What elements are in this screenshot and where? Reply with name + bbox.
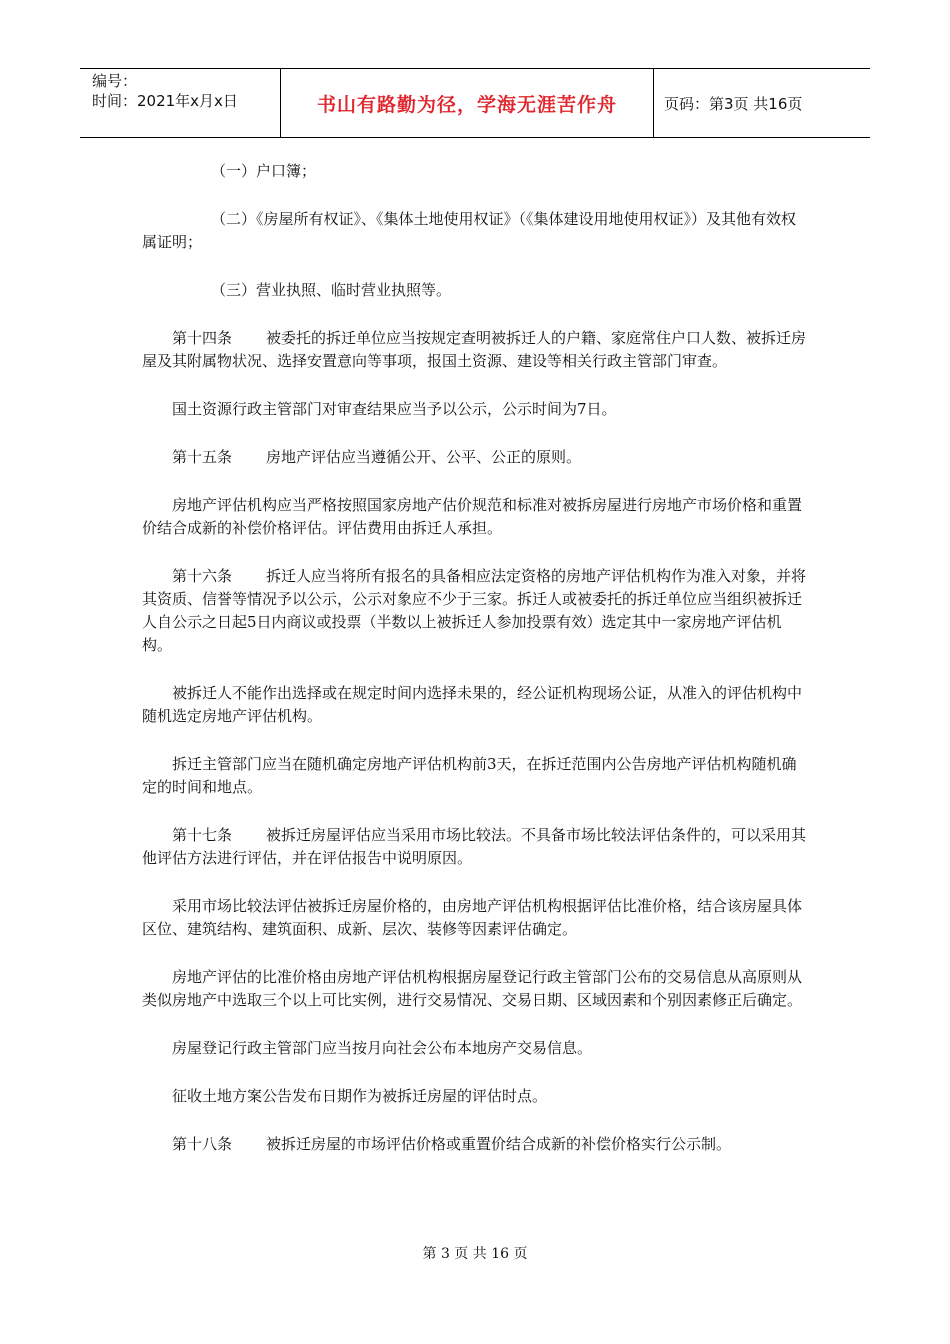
- article-paragraph: 第十五条 房地产评估应当遵循公开、公平、公正的原则。: [142, 446, 808, 469]
- paragraph: 采用市场比较法评估被拆迁房屋价格的，由房地产评估机构根据评估比准价格，结合该房屋具体区位、建筑结构、建筑面积、成新、层次、装修等因素评估确定。: [142, 897, 803, 938]
- article-paragraph: 第十六条 拆迁人应当将所有报名的具备相应法定资格的房地产评估机构作为准入对象，并将其资质、信誉等情况予以公示，公示对象应不少于三家。拆迁人或被委托的拆迁单位应当组织被拆迁人自公示之日起5日内商议或投票（半数以上被拆迁人参加投票有效）选定其中一家房地产评估机构。: [142, 567, 807, 654]
- footer-page-number: 第 3 页 共 16 页: [422, 1246, 528, 1262]
- header-motto-cell: [281, 69, 654, 137]
- paragraph: （三）营业执照、临时营业执照等。: [211, 281, 452, 299]
- number-label: 编号：: [92, 72, 138, 90]
- document-body: [142, 160, 808, 1156]
- article-number: 第十四条: [172, 329, 233, 347]
- paragraph: 房地产评估的比准价格由房地产评估机构根据房屋登记行政主管部门公布的交易信息从高原则从类似房地产中选取三个以上可比实例，进行交易情况、交易日期、区域因素和个别因素修正后确定。: [142, 968, 803, 1009]
- article-number: 第十七条: [172, 826, 233, 844]
- page-info: 页码：第3页 共16页: [664, 94, 803, 113]
- article-number: 第十五条: [172, 448, 233, 466]
- article-paragraph: 第十八条 被拆迁房屋的市场评估价格或重置价结合成新的补偿价格实行公示制。: [142, 1133, 808, 1156]
- time-label: 时间：2021年x月x日: [92, 92, 238, 110]
- paragraph: （一）户口簿；: [211, 162, 317, 180]
- motto-text: 书山有路勤为径，学海无涯苦作舟: [316, 93, 617, 116]
- paragraph: 被拆迁人不能作出选择或在规定时间内选择未果的，经公证机构现场公证，从准入的评估机构中随机选定房地产评估机构。: [142, 684, 803, 725]
- article-paragraph: 第十七条 被拆迁房屋评估应当采用市场比较法。不具备市场比较法评估条件的，可以采用其他评估方法进行评估，并在评估报告中说明原因。: [142, 826, 807, 867]
- header-meta-cell: [80, 69, 281, 137]
- paragraph: 房屋登记行政主管部门应当按月向社会公布本地房产交易信息。: [172, 1039, 593, 1057]
- page-footer: [0, 1243, 950, 1263]
- paragraph: 拆迁主管部门应当在随机确定房地产评估机构前3天，在拆迁范围内公告房地产评估机构随机确定的时间和地点。: [142, 755, 797, 796]
- paragraph: （二）《房屋所有权证》、《集体土地使用权证》（《集体建设用地使用权证》）及其他有效权属证明；: [142, 210, 797, 251]
- paragraph: 房地产评估机构应当严格按照国家房地产估价规范和标准对被拆房屋进行房地产市场价格和重置价结合成新的补偿价格评估。评估费用由拆迁人承担。: [142, 496, 803, 537]
- header-page-cell: [654, 69, 870, 137]
- article-number: 第十八条: [172, 1135, 233, 1153]
- article-paragraph: 第十四条 被委托的拆迁单位应当按规定查明被拆迁人的户籍、家庭常住户口人数、被拆迁房屋及其附属物状况、选择安置意向等事项，报国土资源、建设等相关行政主管部门审查。: [142, 329, 807, 370]
- paragraph: 征收土地方案公告发布日期作为被拆迁房屋的评估时点。: [172, 1087, 548, 1105]
- paragraph: 国土资源行政主管部门对审查结果应当予以公示，公示时间为7日。: [172, 400, 617, 418]
- article-number: 第十六条: [172, 567, 233, 585]
- page-header: [80, 68, 870, 138]
